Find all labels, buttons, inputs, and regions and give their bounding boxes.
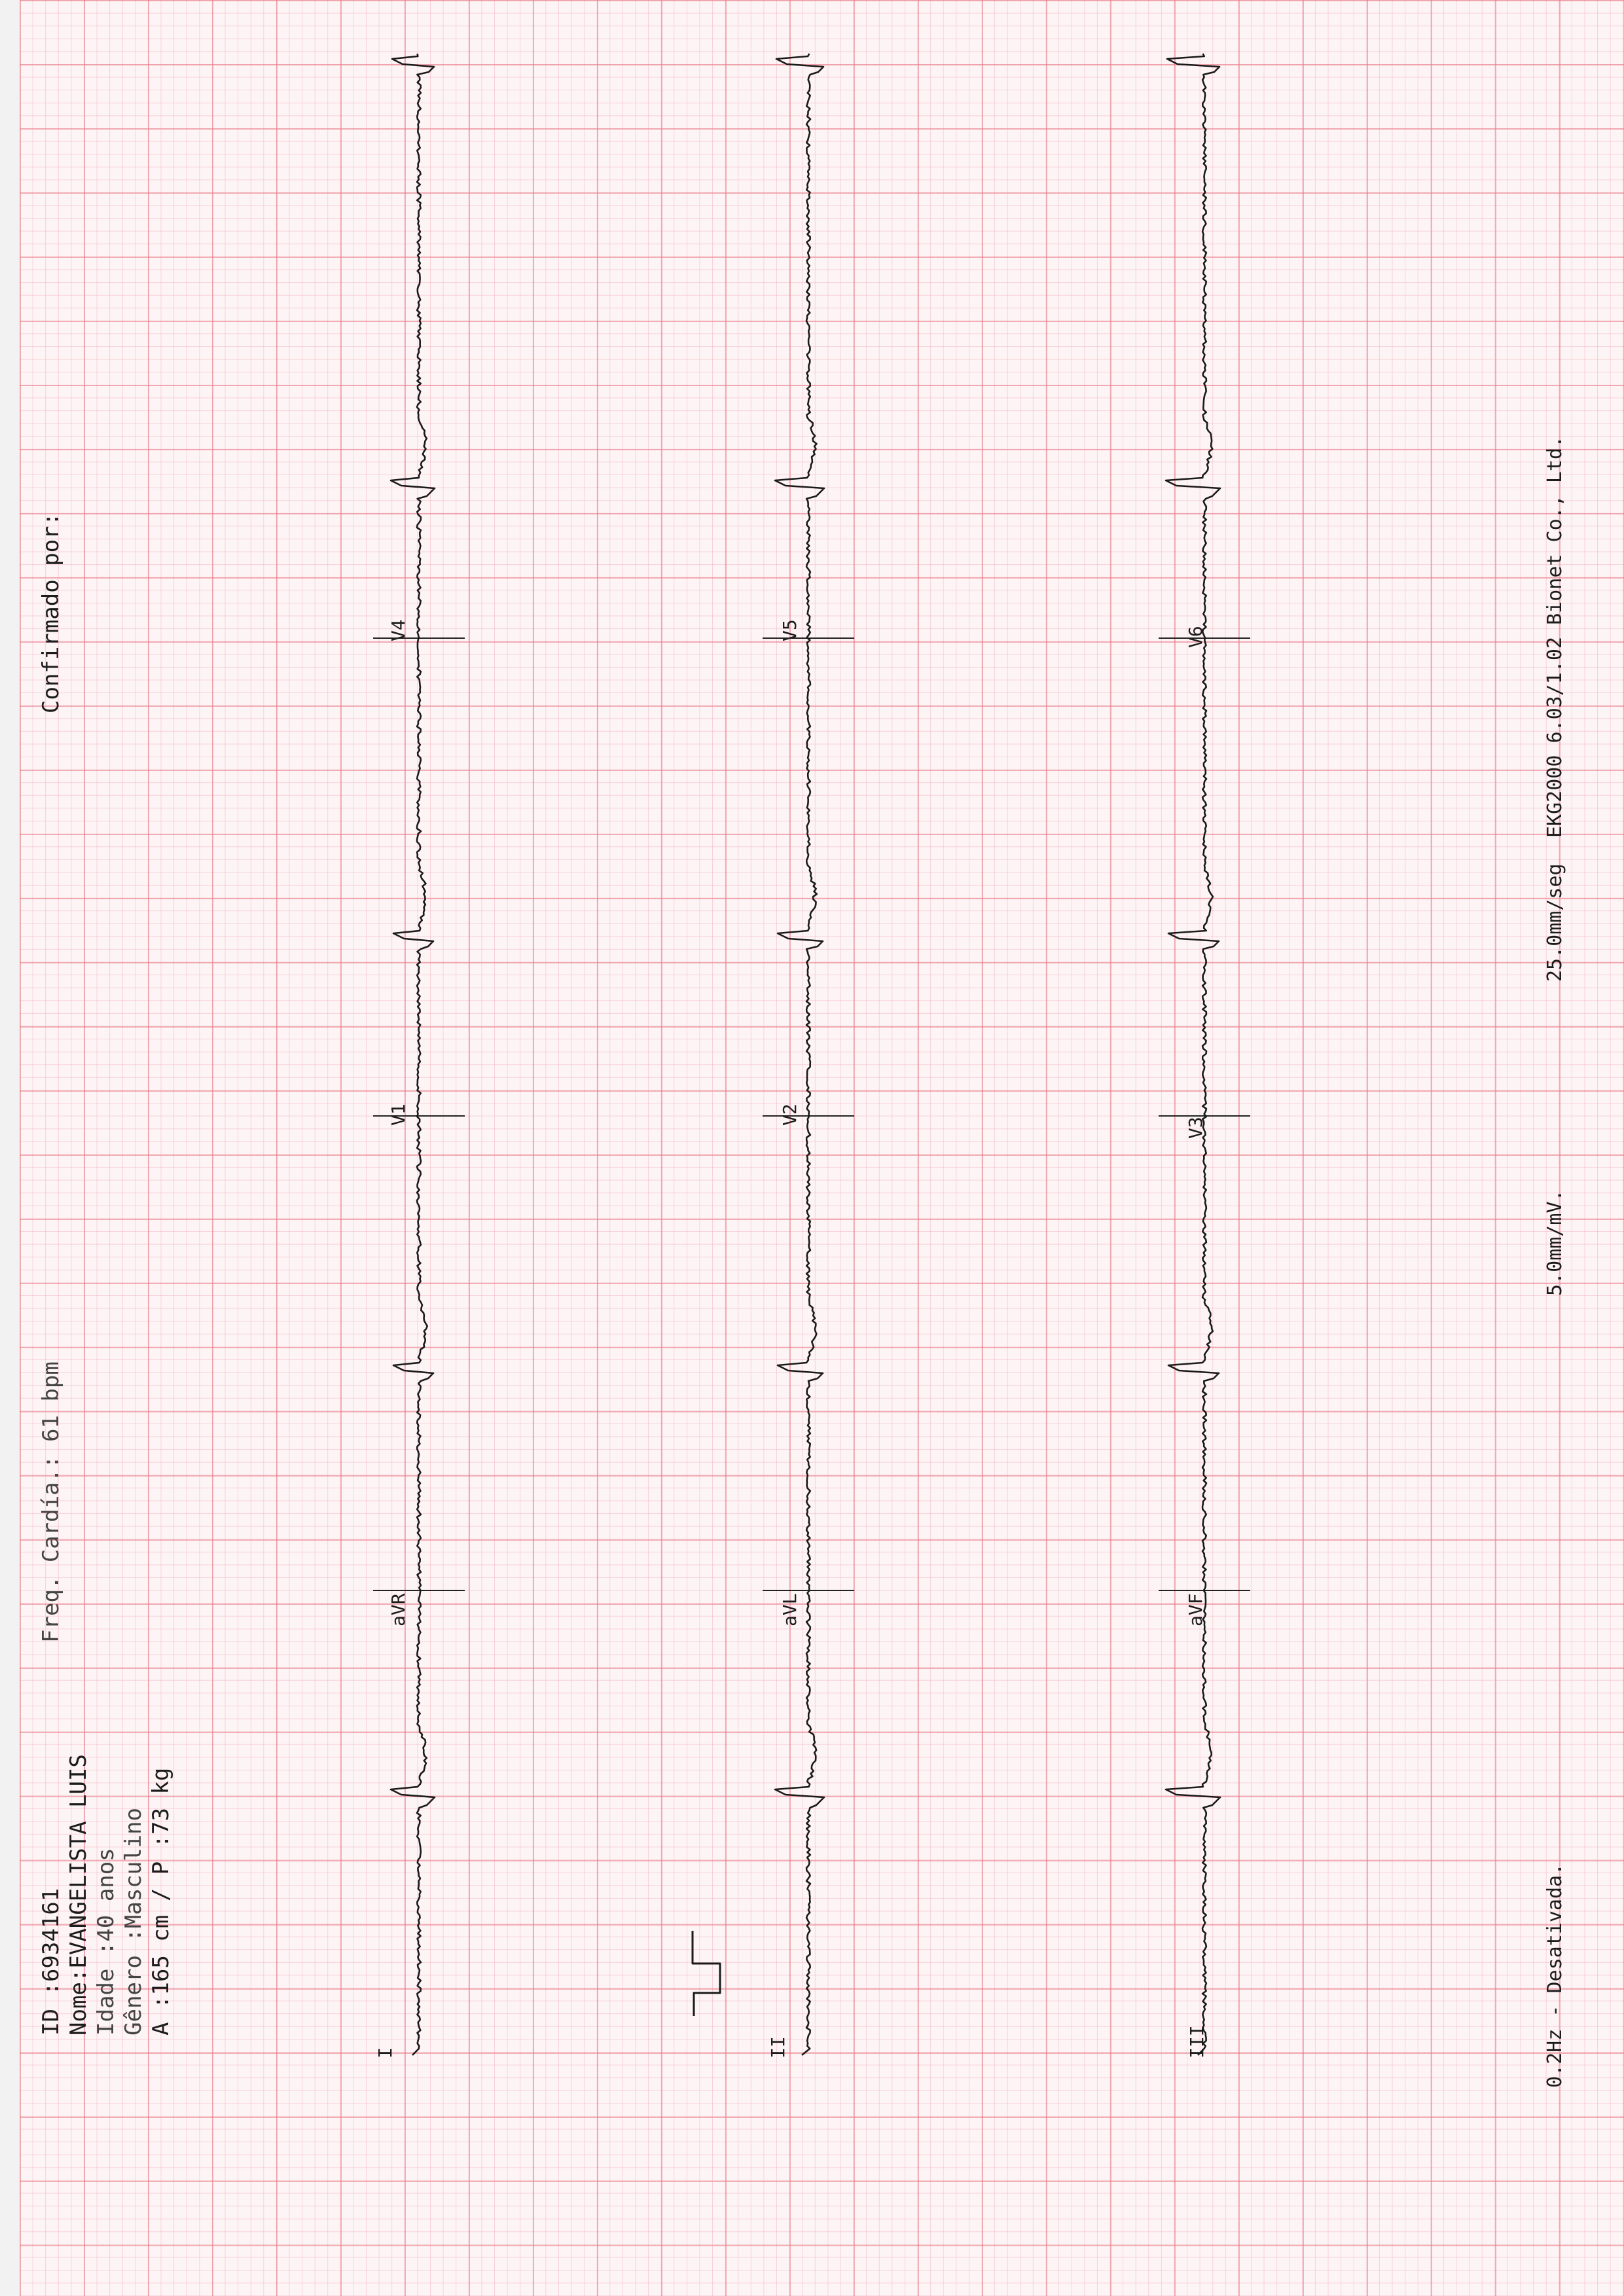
lead-separators	[373, 638, 1250, 1590]
patient-name: Nome:EVANGELISTA LUIS	[65, 1754, 92, 2036]
lead-label-ii: II	[767, 2036, 789, 2058]
lead-label-v3: V3	[1185, 1117, 1206, 1139]
heart-rate: Freq. Cardía.: 61 bpm	[38, 1361, 64, 1643]
lead-label-v2: V2	[779, 1103, 801, 1126]
lead-label-v6: V6	[1185, 626, 1206, 648]
lead-label-v4: V4	[388, 619, 409, 641]
lead-label-avr: aVR	[388, 1593, 409, 1626]
gain-setting: 5.0mm/mV.	[1543, 1189, 1566, 1296]
speed-setting: 25.0mm/seg	[1543, 863, 1566, 982]
trace-row-3	[1166, 54, 1220, 2055]
device-info: EKG2000 6.03/1.02 Bionet Co., Ltd.	[1543, 435, 1566, 838]
lead-label-iii: III	[1186, 2025, 1208, 2058]
trace-row-1	[391, 54, 435, 2055]
patient-id: ID :6934161	[38, 1888, 64, 2036]
trace-row-2	[775, 54, 824, 2055]
patient-age: Idade :40 anos	[93, 1848, 119, 2036]
trace-group	[391, 54, 1220, 2055]
confirmed-by: Confirmado por:	[38, 512, 64, 713]
calibration-pulse	[693, 1931, 720, 2016]
lead-label-i: I	[374, 2047, 396, 2058]
lead-label-avl: aVL	[779, 1593, 801, 1626]
patient-gender: Gênero :Masculino	[120, 1808, 147, 2036]
lead-label-v1: V1	[388, 1103, 409, 1126]
filter-setting: 0.2Hz - Desativada.	[1543, 1863, 1566, 2088]
lead-label-v5: V5	[779, 619, 801, 641]
lead-label-avf: aVF	[1185, 1593, 1206, 1626]
patient-height-weight: A :165 cm / P :73 kg	[148, 1767, 174, 2036]
